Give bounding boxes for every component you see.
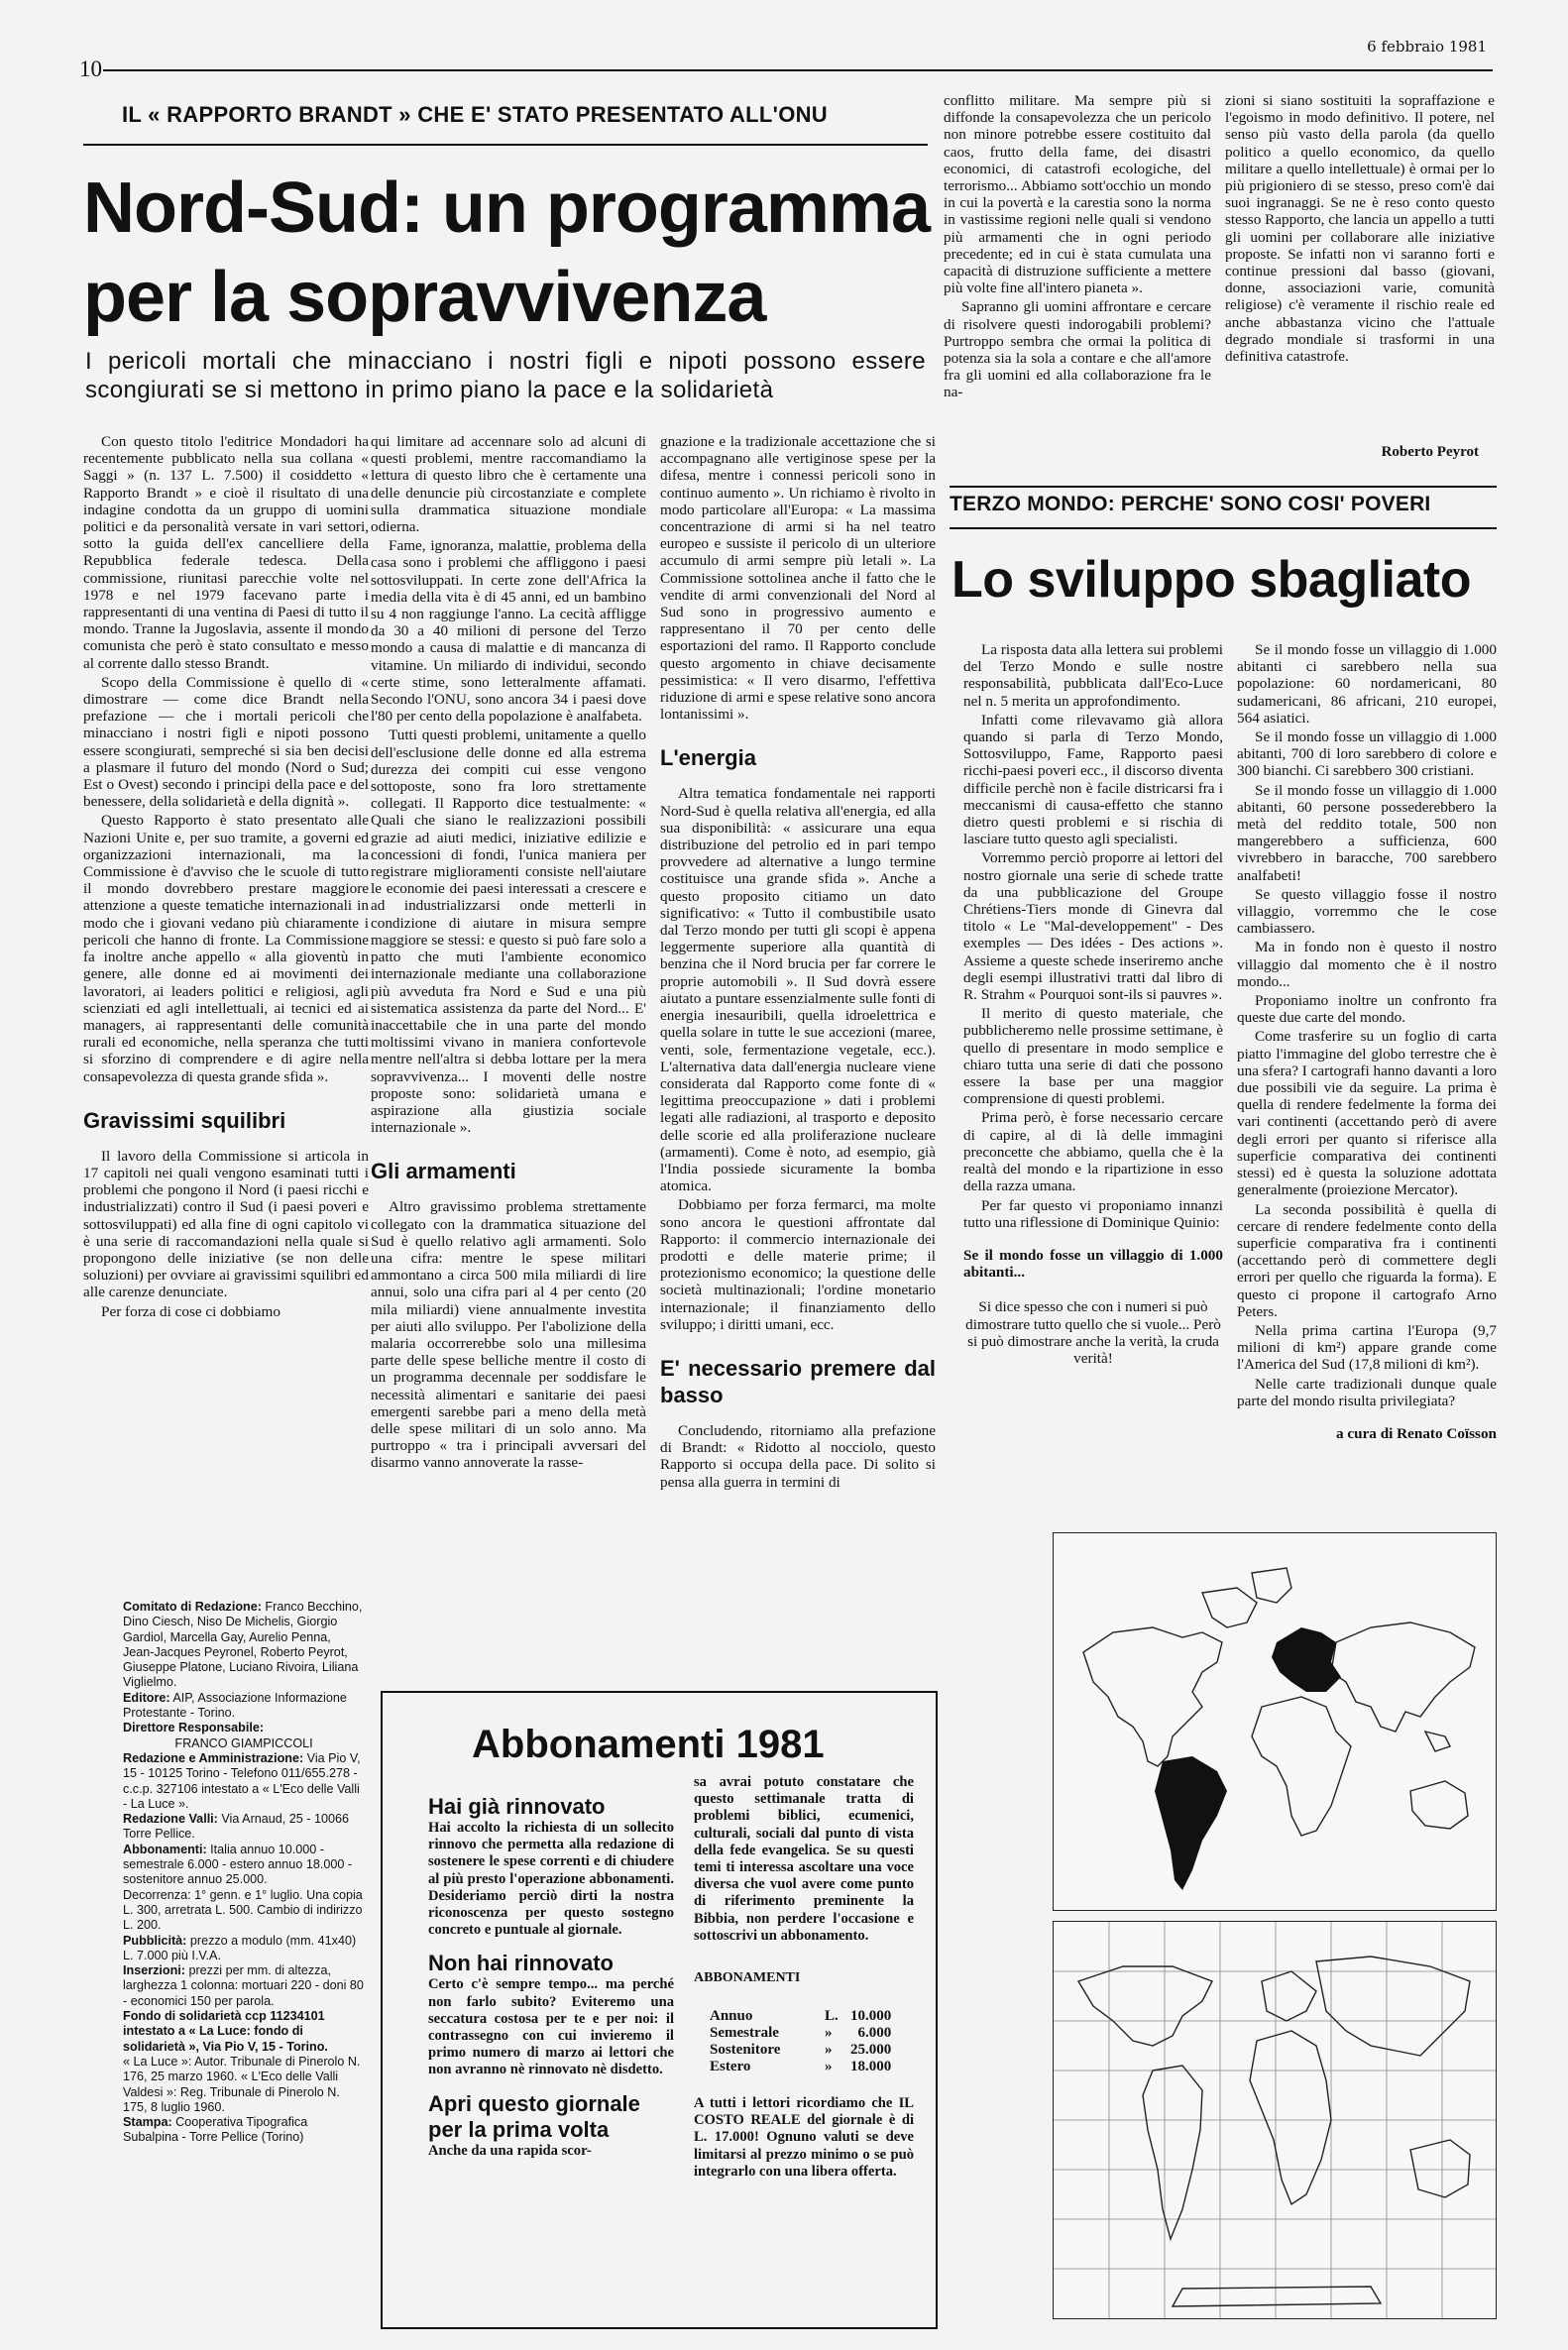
paragraph: Proponiamo inoltre un confronto fra queste due carte del mondo. <box>1237 992 1497 1027</box>
page-number: 10 <box>79 56 102 81</box>
subscription-sep: L. <box>825 2008 839 2025</box>
paragraph: Se il mondo fosse un villaggio di 1.000 abitanti, 700 di loro sarebbero di colore e 300 bianchi. Ci sarebbero 300 cristiani. <box>1237 728 1497 780</box>
masthead-line: Comitato di Redazione: Franco Becchino, Dino Ciesch, Niso De Michelis, Giorgio Gardiol, Marcella Gay, Aurelio Penna, Jean-Jacques Peyronel, Roberto Peyrot, Giuseppe Platone, Luciano Rivoira, Liliana Viglielmo. <box>123 1600 363 1690</box>
article-headline <box>83 164 936 342</box>
subscription-text-first-time: Anche da una rapida scor- <box>428 2142 592 2159</box>
peters-map <box>1053 1921 1497 2319</box>
paragraph: Dobbiamo per forza fermarci, ma molte sono ancora le questioni affrontate dal Rapporto: il commercio internazionale dei prodotti e delle materie prime; il protezionismo economico; la questione delle società multinazionali; l'ordine monetario internazionale; il finanziamento dello sviluppo; i diritti umani, ecc. <box>660 1196 936 1333</box>
masthead-line: Fondo di solidarietà ccp 11234101 intestato a « La Luce: fondo di solidarietà », Via Pio V, 15 - Torino. <box>123 2009 328 2054</box>
subscription-row <box>710 2008 897 2025</box>
europe-shape <box>1272 1627 1341 1692</box>
paragraph: Se questo villaggio fosse il nostro villaggio, vorremmo che le cose cambiassero. <box>1237 885 1497 938</box>
paragraph: Se il mondo fosse un villaggio di 1.000 abitanti ci sarebbero nella sua popolazione: 60 nordamericani, 80 sudamericani, 86 africani, 210 europei, 564 asiatici. <box>1237 641 1497 727</box>
subscription-label: Annuo <box>710 2008 753 2025</box>
paragraph: Infatti come rilevavamo già allora quando si parla di Terzo Mondo, Sottosviluppo, Fame, Rapporto paesi ricchi-paesi poveri ecc., il discorso diventa difficile perchè non è facile districarsi fra i meccanismi di causa-effetto che stanno dietro questi problemi e si rischia di lasciare tutto questo agli specialisti. <box>963 711 1223 848</box>
paragraph: Il merito di questo materiale, che pubblicheremo nelle prossime settimane, è quello di presentare in modo semplice e chiaro tutta una serie di dati che possono essere la base per una maggior comprensione di questi problemi. <box>963 1005 1223 1108</box>
masthead-line: Redazione e Amministrazione: Via Pio V, 15 - 10125 Torino - Telefono 011/655.278 - c.c.p. 327106 intestato a « L'Eco delle Valli - La Luce ». <box>123 1750 361 1811</box>
paragraph: Prima però, è forse necessario cercare di capire, al di là delle immagini preconcette che abbiamo, quella che è la realtà del mondo e la ripartizione in esso della razza umana. <box>963 1109 1223 1195</box>
masthead-line: Decorrenza: 1° genn. e 1° luglio. Una copia L. 300, arretrata L. 500. Cambio di indirizzo L. 200. <box>123 1887 363 1933</box>
paragraph: Vorremmo perciò proporre ai lettori del nostro giornale una serie di schede tratte da una pubblicazione del Groupe Chrétiens-Tiers monde di Ginevra dal titolo « Le "Mal-developpement" - Des exemples — Des idées - Des actions ». Assieme a queste schede inseriremo anche degli esempi illustrativi tratti dal libro di R. Strahm « Pourquoi sont-ils si pauvres ». <box>963 849 1223 1004</box>
paragraph: Altra tematica fondamentale nei rapporti Nord-Sud è quella relativa all'energia, ed alla sua disponibilità: « assicurare una equa distribuzione del petrolio ed in pari tempo provvedere ad alternative a lungo termine costituisce una grande sfida ». Anche a questo proposito citiamo un dato significativo: « Tutto il combustibile usato dal Terzo mondo per tutti gli scopi è appena leggermente superiore alla quantità di benzina che il Nord brucia per far correre le proprie automobili ». Il Sud dovrà essere aiutato a puntare essenzialmente sulle fonti di energia inesauribili, quella idroelettrica e quella solare in tutte le sue accezioni (maree, venti, sole, fermentazione vegetale, ecc.). L'alternativa data dall'energia nucleare viene considerata dal Rapporto come fonte di « legittima preoccupazione » dati i problemi legati alle radiazioni, al trasporto e deposito delle scorie ed alla proliferazione nucleare (armamenti). Come è noto, ad esempio, già l'India possiede sicuramente la bomba atomica. <box>660 785 936 1195</box>
paragraph: zioni si siano sostituiti la sopraffazione e l'egoismo in modo definitivo. Il potere, nel senso più vasto della parola (da quello politico a quello economico, da quello militare a quello intellettuale) è ormai per lo più prigioniero di se stesso, preso com'è dai suoi ingranaggi. Se ne è reso conto questo stesso Rapporto, che lancia un appello a tutti gli uomini per collaborare alle iniziative proposte. Se infatti non vi saranno forti e continue pressioni dal basso (giovani, donne, associazioni varie, comunità religiose) c'è veramente il rischio reale ed anche abbastanza vicino che l'attuale degrado mondiale si trasformi in una definitiva catastrofe. <box>1225 92 1495 366</box>
headline-line-2: per la sopravvivenza <box>83 258 766 337</box>
article2-headline: Lo sviluppo sbagliato <box>952 551 1471 609</box>
paragraph: Scopo della Commissione è quello di « dimostrare — come dice Brandt nella prefazione — che i mortali pericoli che minacciano i nostri figli e nipoti possono essere scongiurati, sempreché si sia ben decisi a plasmare il futuro del mondo (Nord o Sud; Est o Ovest) secondo i principi della pace e del benessere, della solidarietà e della dignità ». <box>83 673 369 811</box>
subscription-label: Sostenitore <box>710 2042 781 2059</box>
paragraph: Sapranno gli uomini affrontare e cercare di risolvere questi indorogabili problemi? Purtroppo sembra che ormai la politica di potenza sia la sola a contare e che all'amore fra gli uomini ed alla collaborazione fra le na- <box>944 298 1211 401</box>
masthead-line: Editore: AIP, Associazione Informazione Protestante - Torino. <box>123 1690 347 1721</box>
subscription-note: A tutti i lettori ricordiamo che IL COSTO REALE del giornale è di L. 17.000! Ognuno valuti se deve limitarsi al prezzo minimo o se può integrarlo con una libera offerta. <box>694 2095 914 2180</box>
paragraph: Nella prima cartina l'Europa (9,7 milioni di km²) appare grande come l'America del Sud (17,8 milioni di km²). <box>1237 1321 1497 1374</box>
masthead-line: Redazione Valli: Via Arnaud, 25 - 10066 Torre Pellice. <box>123 1812 349 1842</box>
article2-kicker-rule <box>950 527 1497 529</box>
section-heading-armamenti: Gli armamenti <box>371 1159 516 1184</box>
paragraph: gnazione e la tradizionale accettazione che si accompagnano alle vertiginose spese per la difesa, mentre i connessi pericoli sono in continuo aumento ». Un richiamo è rivolto in modo particolare all'Europa: « La massima concentrazione di armi si ha nel teatro europeo e sussiste il pericolo di un ulteriore accumulo di armi sempre più letali ». La Commissione sottolinea anche il fatto che le vendite di armi convenzionali del Nord al Sud sono in progressivo aumento e rappresentano il 70 per cento delle esportazioni del ramo. Il Rapporto conclude questo argomento in chiave decisamente pessimistica: « Il vero disarmo, l'effettiva riduzione di armi e spese relative sono ancora lontanissimi ». <box>660 433 936 724</box>
subscription-text-not-renewed: Certo c'è sempre tempo... ma perché non farlo subito? Eviteremo una seccatura costosa per te e per noi: il contrassegno con cui invieremo il primo numero di marzo ai lettori che non avranno nè rinnovato nè disdetto. <box>428 1976 674 2078</box>
subscription-sep: » <box>825 2059 833 2075</box>
article2-column-b <box>1237 641 1497 1484</box>
paragraph: La seconda possibilità è quella di cercare di rendere fedelmente conto della superficie comparativa fra i continenti (accettando però di commettere degli errori per quello che riguarda la forma). E questo ci propone il cartografo Arno Peters. <box>1237 1200 1497 1320</box>
paragraph: Altro gravissimo problema strettamente collegato con la drammatica situazione del Sud è quello relativo agli armamenti. Solo una cifra: mentre le spese militari ammontano a circa 500 mila miliardi di lire annui, solo una cifra pari al 4 per cento (20 mila miliardi) viene annualmente investita per aiuti allo sviluppo. Per l'abolizione della malaria occorrerebbe solo una millesima parte delle spese belliche mentre il costo di un programma decennale per soddisfare le necessità alimentari e sanitarie dei paesi emergenti sarebbe pari a meno della metà delle spese militari di un solo anno. Ma purtroppo « tra i principali avversari del disarmo vanno annoverate la rasse- <box>371 1198 646 1472</box>
subscription-text-intro: sa avrai potuto constatare che questo settimanale tratta di problemi biblici, ecumenici, culturali, sociali dal punto di vista della fede evangelica. Se su questi temi ti interessa ascoltare una voce diversa che vuol avere come punto di riferimento preminente la Bibbia, non perdere l'occasione e sottoscrivi un abbonamento. <box>694 1774 914 1944</box>
subscription-heading-not-renewed: Non hai rinnovato <box>428 1951 614 1976</box>
subscription-label: Semestrale <box>710 2025 779 2042</box>
masthead-box <box>123 1600 365 2313</box>
article-subhead: I pericoli mortali che minacciano i nostri figli e nipoti possono essere scongiurati se si mettono in primo piano la pace e la solidarietà <box>85 348 926 403</box>
paragraph: Se il mondo fosse un villaggio di 1.000 abitanti, 60 persone possederebbero la metà del reddito totale, 500 non mangerebbero a sufficienza, 600 vivrebbero in baracche, 700 sarebbero analfabeti! <box>1237 781 1497 884</box>
subscription-price: 10.000 <box>850 2008 892 2025</box>
subscriptions-left-column <box>428 1794 674 2309</box>
peters-map-illustration <box>1054 1922 1496 2318</box>
article-column-4 <box>944 92 1211 481</box>
subscription-row <box>710 2025 897 2042</box>
kicker-rule <box>83 144 928 146</box>
mercator-map <box>1053 1532 1497 1911</box>
south-america-shape <box>1155 1756 1227 1890</box>
quote-title: Se il mondo fosse un villaggio di 1.000 abitanti... <box>963 1246 1223 1282</box>
subscription-price: 6.000 <box>857 2025 892 2042</box>
paragraph: Come trasferire su un foglio di carta piatto l'immagine del globo terrestre che è una sfera? I cartografi hanno davanti a loro due possibili vie da seguire. La prima è quella di rendere fedelmente la forma dei vari continenti (accettando però di avere degli errori per quanto si riferisce alla superficie comparativa dei continenti stessi) ed è questa la soluzione adottata generalmente (proiezione Mercator). <box>1237 1028 1497 1199</box>
section-heading-premere: E' necessario premere dal basso <box>660 1355 936 1407</box>
article2-kicker: TERZO MONDO: PERCHE' SONO COSI' POVERI <box>950 493 1431 515</box>
paragraph: conflitto militare. Ma sempre più si diffonde la consapevolezza che un pericolo non minore potrebbe essere costituito dal caos, frutto della fame, dei disastri economici, di catastrofi ecologiche, del terrorismo... Abbiamo sott'occhio un mondo in cui la povertà e la carestia sono la norma in vastissime regioni nelle quali si vendono più armamenti che in ogni periodo precedente; ed in cui è stata cumulata una capacità di distruzione sufficiente a mettere più volte fine all'intero pianeta ». <box>944 92 1211 297</box>
paragraph: Questo Rapporto è stato presentato alle Nazioni Unite e, per suo tramite, a governi ed organizzazioni internazionali, ma la Commissione è d'avviso che le scuole di tutto il mondo dovrebbero prestare maggiore attenzione a queste tematiche internazionali in modo che i giovani vedano più chiaramente i pericoli che hanno di fronte. La Commissione fa inoltre anche appello « alla gioventù in genere, alle donne ed ai movimenti dei lavoratori, ai leaders politici e religiosi, agli scienziati ed agli intellettuali, ai tecnici ed ai managers, ai rappresentanti delle comunità rurali ed economiche, nella speranza che tutti si sforzino di comprendere e di agire nella consapevolezza di questa grande sfida ». <box>83 812 369 1085</box>
paragraph: Nelle carte tradizionali dunque quale parte del mondo risulta privilegiata? <box>1237 1375 1497 1409</box>
article2-top-rule <box>950 486 1497 488</box>
article-column-3 <box>660 433 936 1678</box>
paragraph: La risposta data alla lettera sui problemi del Terzo Mondo e sulle nostre responsabilità, pubblicata dall'Eco-Luce nel n. 5 merita un approfondimento. <box>963 641 1223 710</box>
paragraph: Concludendo, ritorniamo alla prefazione di Brandt: « Ridotto al nocciolo, questo Rapporto si occupa della pace. Di solito si pensa alla guerra in termini di <box>660 1421 936 1491</box>
paragraph: Con questo titolo l'editrice Mondadori ha recentemente pubblicato nella sua collana « Saggi » (n. 137 L. 7.500) il cosiddetto « Rapporto Brandt » e cioè il risultato di una indagine condotta da un gruppo di uomini politici e da personalità versate in vari settori, sotto la guida dell'ex cancelliere della Repubblica federale tedesca. Della commissione, riunitasi parecchie volte nel 1978 e nel 1979 facevano parte i rappresentanti di una ventina di Paesi di tutto il mondo. Tranne la Jugoslavia, assente il mondo comunista che però è stato consultato e messo al corrente dallo stesso Brandt. <box>83 433 369 672</box>
masthead-line: Pubblicità: prezzo a modulo (mm. 41x40) L. 7.000 più I.V.A. <box>123 1933 357 1962</box>
subscription-row <box>710 2059 897 2075</box>
paragraph: qui limitare ad accennare solo ad alcuni di questi problemi, mentre raccomandiamo la lettura di questo libro che è certamente una delle denuncie più circostanziate e complete sulla drammatica situazione mondiale odierna. <box>371 433 646 536</box>
paragraph: Per far questo vi proponiamo innanzi tutto una riflessione di Dominique Quinio: <box>963 1196 1223 1231</box>
paragraph: Per forza di cose ci dobbiamo <box>101 1302 280 1320</box>
article-column-5 <box>1225 92 1495 437</box>
masthead-line: Direttore Responsabile: <box>123 1721 265 1735</box>
masthead-line: Abbonamenti: Italia annuo 10.000 - semestrale 6.000 - estero annuo 18.000 - sostenitore annuo 25.000. <box>123 1842 353 1887</box>
subscription-heading-renewed: Hai già rinnovato <box>428 1794 606 1819</box>
mercator-map-illustration <box>1054 1533 1496 1910</box>
subscriptions-right-column <box>694 1774 914 2309</box>
subscription-label: Estero <box>710 2059 751 2075</box>
paragraph: Tutti questi problemi, unitamente a quello dell'esclusione delle donne ed alla estrema durezza dei compiti cui esse vengono sottoposte, sono fra loro strettamente collegati. Il Rapporto dice testualmente: « Quali che siano le realizzazioni possibili grazie ad aiuti medici, iniziative edilizie e concessioni di fondi, l'unica maniera per registrare miglioramenti consiste nell'aiutare le economie dei paesi interessati a crescere e ad industrializzarsi onde metterli in condizione di aiutare in misura sempre maggiore se stessi: e questo si può fare solo a patto che muti l'ambiente economico internazionale mediante una collaborazione più avveduta fra Nord e Sud e una più sistematica assistenza da parte del Nord... E' inaccettabile che in una parte del mondo moltissimi vivano in maniera confortevole mentre nell'altra si debba lottare per la mera sopravvivenza... I moventi delle nostre proposte sono: solidarietà umana e aspirazione alla giustizia sociale internazionale ». <box>371 727 646 1137</box>
subscription-price: 18.000 <box>850 2059 892 2075</box>
subscription-sep: » <box>825 2025 833 2042</box>
subscription-sep: » <box>825 2042 833 2059</box>
section-heading-energia: L'energia <box>660 745 756 771</box>
quote-text: Si dice spesso che con i numeri si può dimostrare tutto quello che si vuole... Però si può dimostrare anche la verità, la cruda verità! <box>965 1298 1221 1367</box>
masthead-line: « La Luce »: Autor. Tribunale di Pinerolo N. 176, 25 marzo 1960. « L'Eco delle Valli Valdesi »: Reg. Tribunale di Pinerolo N. 175, 8 luglio 1960. <box>123 2054 361 2114</box>
section-heading-squilibri: Gravissimi squilibri <box>83 1107 286 1133</box>
subscriptions-table <box>710 2008 897 2075</box>
article-column-2 <box>371 433 646 1678</box>
subscriptions-title: Abbonamenti 1981 <box>472 1723 825 1766</box>
subscription-heading-first-time: Apri questo giornale per la prima volta <box>428 2090 640 2142</box>
masthead-line: Stampa: Cooperativa Tipografica Subalpina - Torre Pellice (Torino) <box>123 2115 308 2145</box>
issue-date: 6 febbraio 1981 <box>1367 38 1487 56</box>
subscriptions-table-title: ABBONAMENTI <box>694 1970 801 1986</box>
author-signature: Roberto Peyrot <box>1381 444 1479 460</box>
paragraph: Ma in fondo non è questo il nostro villaggio dal momento che è il nostro mondo... <box>1237 939 1497 990</box>
paragraph: Il lavoro della Commissione si articola in 17 capitoli nei quali vengono esaminati tutti i problemi che pongono il Nord (i paesi ricchi e industrializzati) contro il Sud (i paesi poveri e sottosviluppati) ed alla fine di ogni capitolo vi è una serie di raccomandazioni nella quale si propongono delle iniziative (se non delle soluzioni) per ovviare ai gravissimi squilibri ed alle carenze denunciate. <box>83 1147 369 1301</box>
subscription-row <box>710 2042 897 2059</box>
subscription-price: 25.000 <box>850 2042 892 2059</box>
paragraph: Fame, ignoranza, malattie, problema della casa sono i problemi che affliggono i paesi sottosviluppati. In certe zone dell'Africa la media della vita è di 45 anni, ed un bambino su 4 non raggiunge l'anno. La cecità affligge da 30 a 40 milioni di persone del Terzo mondo a causa di malattie e di mancanza di vitamine. Un miliardo di individui, secondo certe stime, sono letteralmente affamati. Secondo l'ONU, sono ancora 34 i paesi dove l'80 per cento della popolazione è analfabeta. <box>371 537 646 726</box>
author-signature: a cura di Renato Coïsson <box>1335 1424 1497 1442</box>
masthead-line: Inserzioni: prezzi per mm. di altezza, larghezza 1 colonna: mortuari 220 - doni 80 - economici 150 per parola. <box>123 1963 364 2008</box>
article-kicker: IL « RAPPORTO BRANDT » CHE E' STATO PRESENTATO ALL'ONU <box>122 102 828 127</box>
header-rule <box>103 69 1493 71</box>
masthead-line: FRANCO GIAMPICCOLI <box>174 1735 313 1750</box>
article-column-1 <box>83 433 369 1568</box>
subscription-text-renewed: Hai accolto la richiesta di un sollecito rinnovo che permetta alla redazione di sostenere le spese correnti e di chiudere al più presto l'operazione abbonamenti. Desideriamo perciò dirti la nostra riconoscenza per questo sostegno concreto e puntuale al giornale. <box>428 1820 674 1939</box>
article2-column-a <box>963 641 1223 1484</box>
headline-line-1: Nord-Sud: un programma <box>83 168 930 248</box>
